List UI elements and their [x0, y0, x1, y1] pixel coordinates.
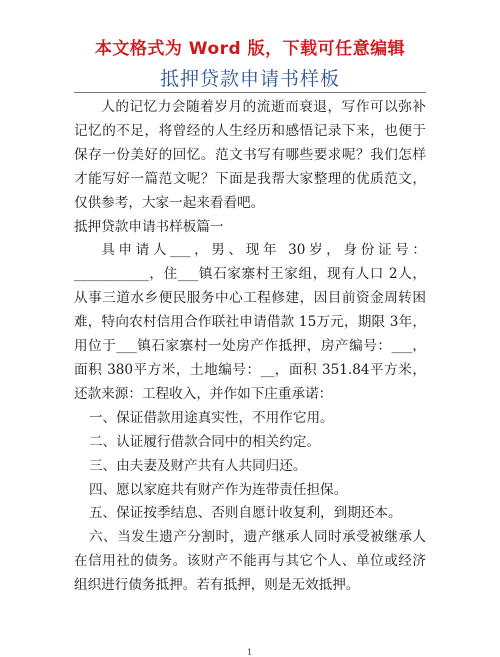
page-number: 1	[247, 648, 253, 657]
pledge-item-3: 三、由夫妻及财产共有人共同归还。	[88, 457, 307, 474]
pledge-item-1: 一、保证借款用途真实性，不用作它用。	[88, 409, 334, 426]
pledge-item-6: 六、当发生遗产分割时，遗产继承人同时承受被继承人在信用社的债务。该财产不能再与其它个人、单位或经济组织进行债务抵押。若有抵押，则是无效抵押。	[74, 529, 426, 594]
applicant-line: 具申请人___，男、现年 30岁，身份证号：	[101, 242, 426, 259]
document-title: 抵押贷款申请书样板	[159, 68, 340, 90]
title-divider	[74, 92, 426, 93]
pledge-item-5: 五、保证按季结息、否则自愿计收复利，到期还本。	[88, 505, 402, 522]
applicant-details: ___________，住___镇石家寨村王家组，现有人口 2人，从事三道水乡便民服务中心工程修建，因目前资金周转困难，特向农村信用合作联社申请借款 15万元，期限 3年，用位于___镇石家寨村一处房产作抵押，房产编号：___，面积 380平方米，土地编号：__，面积 351.84平方米，还款来源：工程收入，并作如下庄重承诺：	[74, 266, 426, 402]
word-format-banner: 本文格式为 Word 版，下载可任意编辑	[94, 39, 406, 59]
document-body	[74, 96, 426, 598]
pledge-item-2: 二、认证履行借款合同中的相关约定。	[88, 433, 321, 450]
section-heading: 抵押贷款申请书样板篇一	[74, 218, 224, 235]
pledge-item-4: 四、愿以家庭共有财产作为连带责任担保。	[88, 481, 348, 498]
intro-paragraph: 人的记忆力会随着岁月的流逝而衰退，写作可以弥补记忆的不足，将曾经的人生经历和感悟记录下来，也便于保存一份美好的回忆。范文书写有哪些要求呢？我们怎样才能写好一篇范文呢？下面是我帮大家整理的优质范文，仅供参考，大家一起来看看吧。	[74, 99, 426, 211]
